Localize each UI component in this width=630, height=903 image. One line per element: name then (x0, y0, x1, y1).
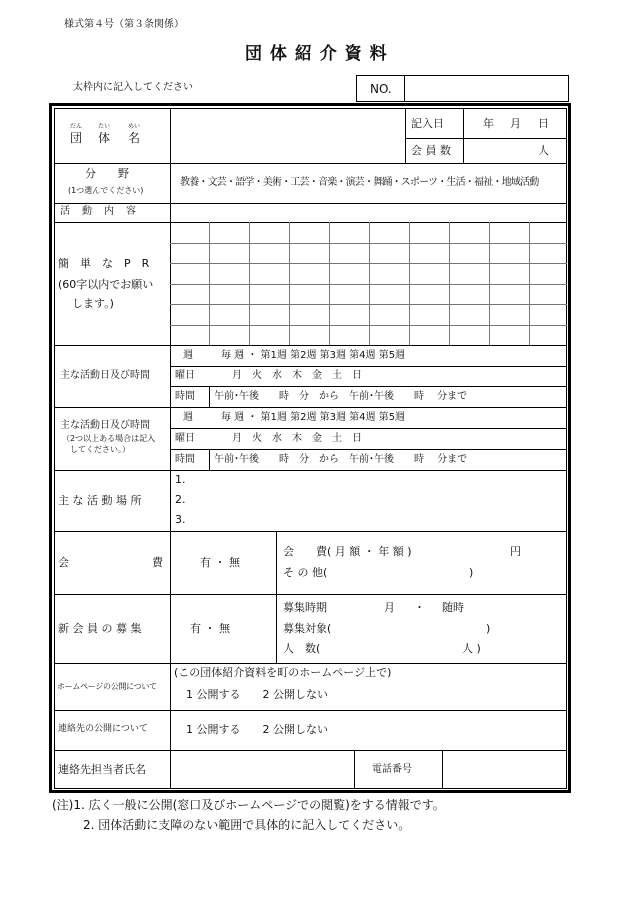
schedule1-week-label: 週 (183, 350, 193, 361)
entry-date-field[interactable] (465, 110, 565, 137)
homepage-note: (この団体紹介資料を町のホームページ上で) (174, 666, 392, 679)
group-char-1: 団 (70, 131, 83, 145)
homepage-label: ホームページの公開について (57, 682, 157, 691)
ruby-dan: だん (70, 123, 83, 130)
pr-note-1: (60字以内でお願い (58, 278, 154, 291)
schedule2-time-label: 時間 (175, 454, 195, 465)
recruit-people-field[interactable] (340, 640, 458, 657)
schedule1-time-label: 時間 (175, 391, 195, 402)
no-field[interactable] (406, 76, 568, 101)
fee-choice[interactable]: 有 ・ 無 (200, 556, 240, 569)
schedule2-week-options[interactable]: 毎 週 ・ 第1週 第2週 第3週 第4週 第5週 (221, 412, 406, 423)
phone-label: 電話番号 (372, 764, 412, 775)
note-1: (注)1. 広く一般に公開(窓口及びホームページでの閲覧)をする情報です。 (52, 798, 445, 812)
entry-date-label: 記入日 (411, 117, 444, 130)
schedule1-day-label: 曜日 (175, 370, 195, 381)
instruction-text: 太枠内に記入してください (73, 82, 193, 93)
schedule1-label: 主な活動日及び時間 (60, 370, 150, 381)
activity-content-field[interactable] (172, 204, 565, 221)
schedule2-week-label: 週 (183, 412, 193, 423)
recruit-people-label: 人 数( (283, 642, 321, 655)
ruby-mei: めい (128, 123, 141, 130)
group-char-2: 体 (98, 131, 111, 145)
schedule2-day-options[interactable]: 月 火 水 木 金 土 日 (232, 433, 362, 444)
fee-detail-1: 会 費( 月 額 ・ 年 額 ) (283, 545, 412, 558)
location-item-3[interactable]: 3. (175, 513, 186, 526)
fee-detail-2: そ の 他( (283, 566, 328, 579)
field-options[interactable]: 教養・文芸・語学・美術・工芸・音楽・演芸・舞踊・スポーツ・生活・福祉・地域活動 (180, 177, 539, 188)
schedule1-day-options[interactable]: 月 火 水 木 金 土 日 (232, 370, 362, 381)
recruit-target-field[interactable] (340, 620, 480, 637)
entry-month-label: 月 (510, 117, 521, 130)
schedule2-day-label: 曜日 (175, 433, 195, 444)
contact-publish-label: 連絡先の公開について (58, 724, 148, 734)
group-name-field[interactable] (172, 110, 403, 162)
schedule2-label: 主な活動日及び時間 (60, 420, 150, 431)
recruit-period-label: 募集時期 (283, 601, 327, 614)
pr-label: 簡 単 な P R (58, 257, 150, 270)
phone-field[interactable] (444, 752, 565, 787)
fee-close: ) (469, 566, 474, 579)
fee-label-a: 会 (58, 556, 69, 569)
fee-other-field[interactable] (340, 563, 465, 581)
schedule2-note-2: してください。） (70, 445, 130, 454)
contact-person-label: 連絡先担当者氏名 (58, 763, 146, 776)
group-name-label (58, 112, 168, 160)
note-2: 2. 団体活動に支障のない範囲で具体的に記入してください。 (83, 818, 411, 832)
schedule1-time-field[interactable]: 午前･午後 時 分 から 午前･午後 時 分まで (214, 391, 468, 402)
recruit-anytime[interactable]: 随時 (442, 601, 464, 614)
pr-note-2: します。) (72, 297, 114, 310)
recruit-people-unit: 人 ) (462, 642, 481, 655)
members-unit: 人 (538, 144, 549, 157)
contact-person-field[interactable] (172, 752, 352, 787)
recruit-target-close: ) (486, 622, 491, 635)
schedule1-week-options[interactable]: 毎 週 ・ 第1週 第2週 第3週 第4週 第5週 (221, 350, 406, 361)
homepage-options[interactable]: 1 公開する 2 公開しない (186, 688, 328, 701)
location-label: 主 な 活 動 場 所 (58, 494, 142, 507)
fee-label-b: 費 (152, 556, 163, 569)
contact-publish-options[interactable]: 1 公開する 2 公開しない (186, 723, 328, 736)
location-item-1[interactable]: 1. (175, 473, 186, 486)
entry-year-label: 年 (483, 117, 494, 130)
no-label: NO. (370, 82, 392, 96)
schedule2-note-1: （2つ以上ある場合は記入 (62, 434, 156, 443)
fee-yen: 円 (510, 545, 521, 558)
fee-amount-field[interactable] (445, 542, 505, 560)
ruby-tai: たい (98, 123, 111, 130)
pr-grid-field[interactable] (172, 224, 565, 344)
recruit-dot: ・ (414, 601, 425, 614)
entry-day-label: 日 (538, 117, 549, 130)
schedule2-time-field[interactable]: 午前･午後 時 分 から 午前･午後 時 分まで (214, 454, 468, 465)
recruit-label: 新 会 員 の 募 集 (58, 622, 142, 635)
field-label: 分 野 (85, 167, 129, 180)
recruit-month: 月 (384, 601, 395, 614)
activity-content-label: 活 動 内 容 (60, 206, 137, 217)
document-title: 団 体 紹 介 資 料 (245, 44, 388, 64)
location-item-2[interactable]: 2. (175, 493, 186, 506)
members-field[interactable] (465, 140, 535, 162)
form-number: 様式第４号（第３条関係） (64, 19, 184, 30)
field-note: (1つ選んでください) (68, 186, 144, 195)
members-label: 会 員 数 (411, 144, 451, 157)
recruit-target-label: 募集対象( (283, 622, 332, 635)
group-char-3: 名 (128, 131, 141, 145)
recruit-choice[interactable]: 有 ・ 無 (190, 622, 230, 635)
